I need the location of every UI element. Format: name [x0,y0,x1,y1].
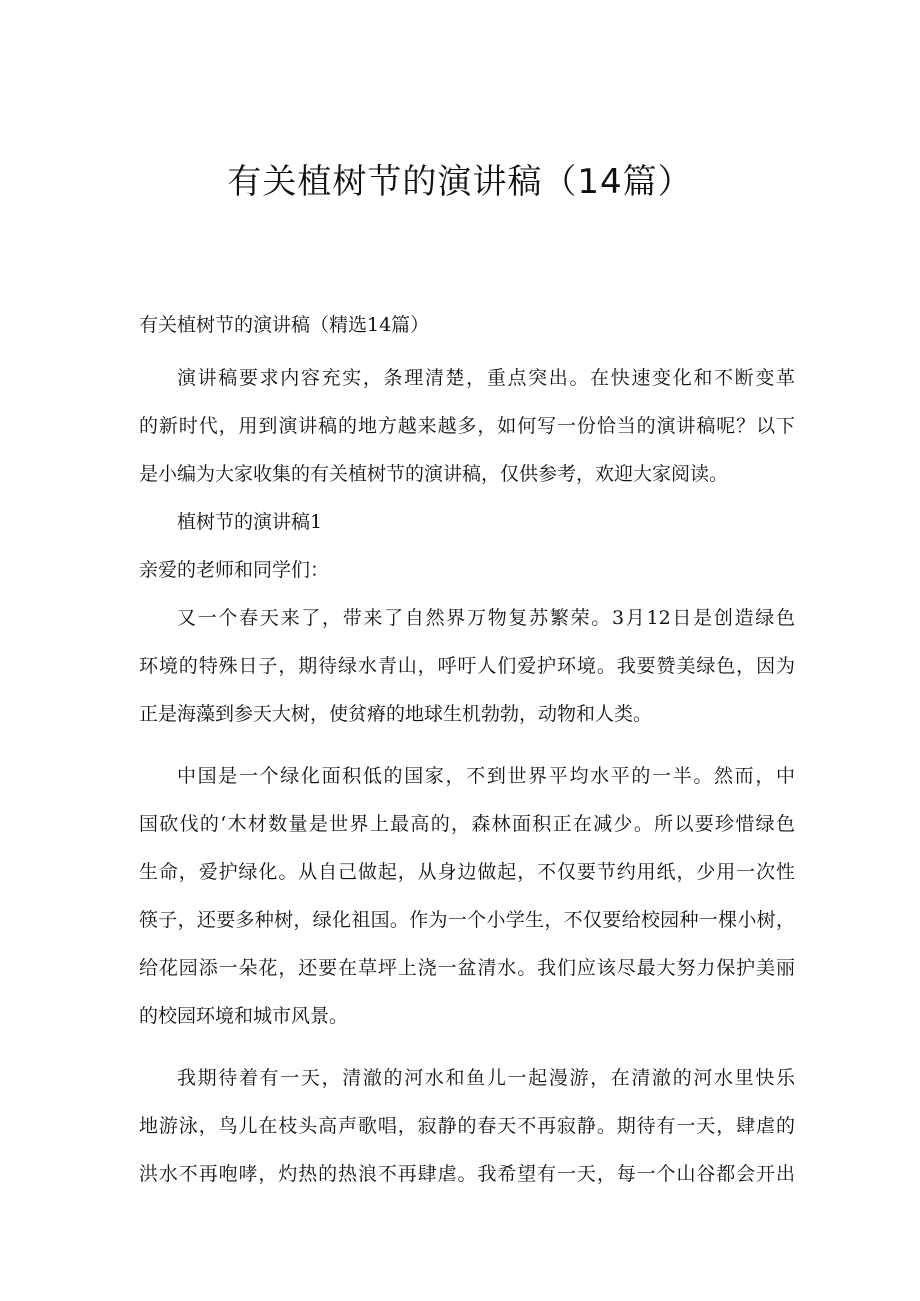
paragraph-line: 的新时代，用到演讲稿的地方越来越多，如何写一份恰当的演讲稿呢？以下 [139,415,795,437]
paragraph-line: 是小编为大家收集的有关植树节的演讲稿，仅供参考，欢迎大家阅读。 [139,463,729,485]
paragraph-line: 地游泳，鸟儿在枝头高声歌唱，寂静的春天不再寂静。期待有一天，肆虐的 [139,1115,795,1137]
intro-paragraph [139,354,795,498]
body-paragraph [139,1054,795,1198]
section-heading: 植树节的演讲稿1 [177,511,323,533]
body-paragraph [139,752,795,1040]
salutation: 亲爱的老师和同学们： [139,559,330,581]
paragraph-line: 洪水不再咆哮，灼热的热浪不再肆虐。我希望有一天，每一个山谷都会开出 [139,1163,795,1185]
document-title: 有关植树节的演讲稿（14篇） [227,162,693,202]
paragraph-line: 的校园环境和城市风景。 [139,1005,349,1027]
document-body [139,310,795,1212]
paragraph-line: 演讲稿要求内容充实，条理清楚，重点突出。在快速变化和不断变革 [177,367,795,389]
paragraph-line: 我期待着有一天，清澈的河水和鱼儿一起漫游，在清澈的河水里快乐 [177,1067,795,1089]
document-subtitle: 有关植树节的演讲稿（精选14篇） [139,314,430,336]
paragraph-line: 生命，爱护绿化。从自己做起，从身边做起，不仅要节约用纸，少用一次性 [139,861,795,883]
paragraph-line: 给花园添一朵花，还要在草坪上浇一盆清水。我们应该尽最大努力保护美丽 [139,957,795,979]
paragraph-line: 正是海藻到参天大树，使贫瘠的地球生机勃勃，动物和人类。 [139,703,653,725]
paragraph-line: 又一个春天来了，带来了自然界万物复苏繁荣。3月12日是创造绿色 [177,607,795,629]
paragraph-line: 筷子，还要多种树，绿化祖国。作为一个小学生，不仅要给校园种一棵小树， [139,909,795,931]
paragraph-line: 中国是一个绿化面积低的国家，不到世界平均水平的一半。然而，中 [177,765,795,787]
body-paragraph [139,594,795,738]
paragraph-line: 国砍伐的‘木材数量是世界上最高的，森林面积正在减少。所以要珍惜绿色 [139,813,795,835]
paragraph-line: 环境的特殊日子，期待绿水青山，呼吁人们爱护环境。我要赞美绿色，因为 [139,655,795,677]
